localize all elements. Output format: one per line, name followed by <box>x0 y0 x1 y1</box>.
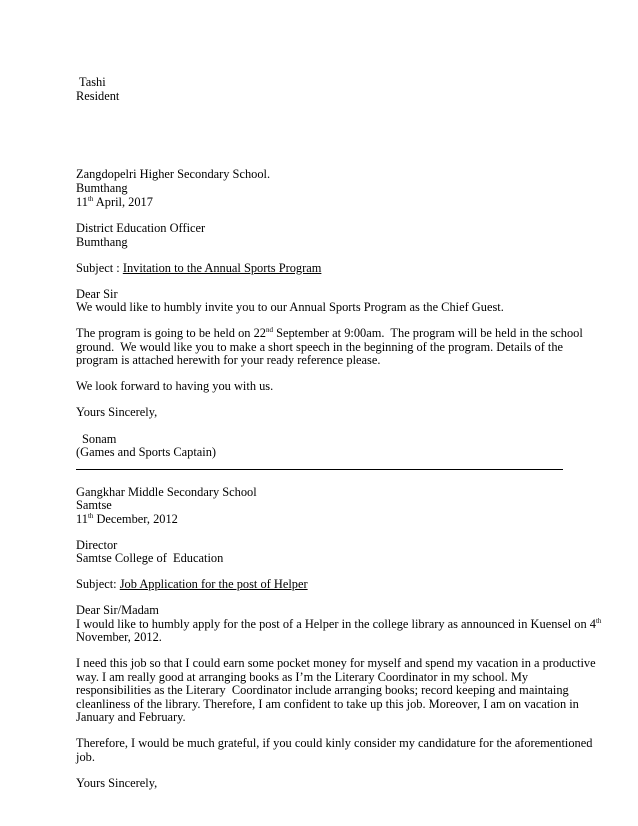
letter-date <box>76 195 153 209</box>
signer-name: Sonam <box>82 432 117 446</box>
top-role: Resident <box>76 89 120 103</box>
salutation-2: Dear Sir/Madam <box>76 603 159 617</box>
sender-place-2: Samtse <box>76 498 112 512</box>
date-day: 11 <box>76 195 88 209</box>
paragraph-reason-line-5: January and February. <box>76 710 186 724</box>
closing-2: Yours Sincerely, <box>76 776 158 790</box>
paragraph-reason-line-1: I need this job so that I could earn some pocket money for myself and spend my vacation in a productive <box>76 656 596 670</box>
separator-line <box>76 469 563 470</box>
recipient-title: District Education Officer <box>76 221 206 235</box>
date-suffix-2: th <box>87 512 94 520</box>
paragraph-request-line-2: job. <box>76 750 95 764</box>
program-text-b: September at 9:00am. The program will be held in the school <box>272 326 583 340</box>
paragraph-program-line-1 <box>76 326 583 340</box>
recipient-org-2: Samtse College of Education <box>76 551 224 565</box>
sender-name-2: Gangkhar Middle Secondary School <box>76 485 257 499</box>
paragraph-reason-line-2: way. I am really good at arranging books as I’m the Literary Coordinator in my school. My <box>76 670 529 684</box>
subject-text-2: Job Application for the post of Helper <box>119 577 308 591</box>
paragraph-apply-line-2: November, 2012. <box>76 630 162 644</box>
recipient-place: Bumthang <box>76 235 128 249</box>
top-name: Tashi <box>79 75 106 89</box>
sender-place: Bumthang <box>76 181 128 195</box>
subject-label: Subject : <box>76 261 123 275</box>
paragraph-request-line-1: Therefore, I would be much grateful, if you could kinly consider my candidature for the aforementioned <box>76 736 593 750</box>
subject-text: Invitation to the Annual Sports Program <box>122 261 322 275</box>
salutation: Dear Sir <box>76 287 118 301</box>
apply-text-sup: th <box>595 617 602 625</box>
apply-text: I would like to humbly apply for the post of a Helper in the college library as announced in Kuensel on 4 <box>76 617 596 631</box>
date-suffix: th <box>87 195 94 203</box>
paragraph-program-line-3: program is attached herewith for your ready reference please. <box>76 353 381 367</box>
program-text-a: The program is going to be held on 22 <box>76 326 266 340</box>
signer-role: (Games and Sports Captain) <box>76 445 217 459</box>
paragraph-invitation: We would like to humbly invite you to our Annual Sports Program as the Chief Guest. <box>76 300 504 314</box>
date-day-2: 11 <box>76 512 88 526</box>
letter-date-2 <box>76 512 178 526</box>
date-rest: April, 2017 <box>93 195 153 209</box>
closing: Yours Sincerely, <box>76 405 158 419</box>
subject-label-2: Subject: <box>76 577 120 591</box>
paragraph-reason-line-3: responsibilities as the Literary Coordinator include arranging books; record keeping and maintaing <box>76 683 569 697</box>
recipient-title-2: Director <box>76 538 118 552</box>
paragraph-reason-line-4: cleanliness of the library. Therefore, I am confident to take up this job. Moreover, I am on vacation in <box>76 697 579 711</box>
paragraph-apply-line-1 <box>76 617 601 631</box>
date-rest-2: December, 2012 <box>93 512 178 526</box>
program-text-sup: nd <box>265 326 273 334</box>
subject-line <box>76 261 321 275</box>
paragraph-closing-remark: We look forward to having you with us. <box>76 379 274 393</box>
sender-name: Zangdopelri Higher Secondary School. <box>76 167 271 181</box>
subject-line-2 <box>76 577 308 591</box>
paragraph-program-line-2: ground. We would like you to make a short speech in the beginning of the program. Details of the <box>76 340 564 354</box>
